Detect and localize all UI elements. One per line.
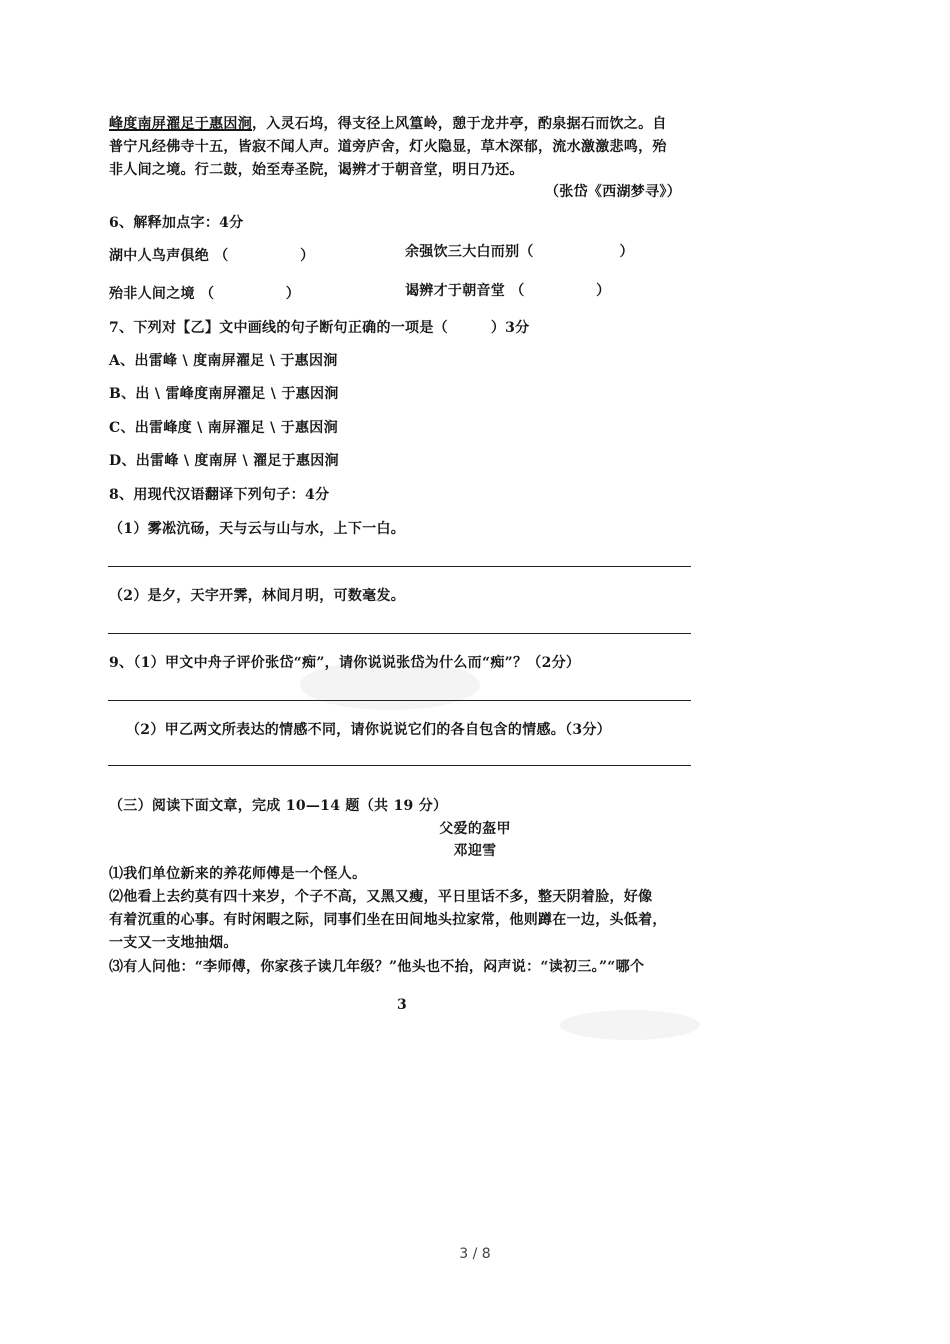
answer-line bbox=[108, 633, 691, 634]
section-3-heading: （三）阅读下面文章，完成 10—14 题（共 19 分） bbox=[109, 798, 448, 814]
q7-option-b: B、出 \ 雷峰度南屏濯足 \ 于惠因涧 bbox=[109, 386, 339, 402]
paragraph-3-line-1: ⑶有人问他：“李师傅，你家孩子读几年级？”他头也不抬，闷声说：“读初三。”“哪个 bbox=[109, 959, 645, 975]
paragraph-2-line-2: 有着沉重的心事。有时闲暇之际，同事们坐在田间地头拉家常，他则蹲在一边，头低着， bbox=[109, 912, 667, 928]
q9-part-1: 9、（1）甲文中舟子评价张岱“痴”，请你说说张岱为什么而“痴”？（2分） bbox=[109, 655, 581, 671]
q6-item: 余强饮三大白而别（ ） bbox=[405, 244, 634, 260]
passage-source: （张岱《西湖梦寻》） bbox=[545, 184, 681, 200]
paragraph-2-line-1: ⑵他看上去约莫有四十来岁，个子不高，又黑又瘦，平日里话不多，整天阴着脸，好像 bbox=[109, 889, 653, 905]
passage-line-1 bbox=[109, 115, 667, 133]
printed-page-number: 3 bbox=[397, 997, 408, 1013]
answer-line bbox=[108, 566, 691, 567]
q7-option-d: D、出雷峰 \ 度南屏 \ 濯足于惠因涧 bbox=[109, 453, 339, 469]
q6-title: 6、解释加点字：4分 bbox=[109, 215, 244, 231]
underlined-sentence: 峰度南屏濯足于惠因涧 bbox=[109, 116, 252, 132]
q7-option-a: A、出雷峰 \ 度南屏濯足 \ 于惠因涧 bbox=[109, 353, 338, 369]
q8-title: 8、用现代汉语翻译下列句子：4分 bbox=[109, 487, 330, 503]
answer-line bbox=[108, 700, 691, 701]
passage-line-1-rest: ，入灵石坞，得支径上风篁岭，憩于龙井亭，酌泉据石而饮之。自 bbox=[252, 116, 667, 132]
scan-smudge bbox=[560, 1010, 700, 1040]
page-indicator: 3 / 8 bbox=[459, 1246, 491, 1262]
passage-line-2: 普宁凡经佛寺十五，皆寂不闻人声。道旁庐舍，灯火隐显，草木深郁，流水激激悲鸣，殆 bbox=[109, 139, 667, 155]
q8-sentence-2: （2）是夕，天宇开霁，林间月明，可数毫发。 bbox=[109, 588, 406, 604]
q6-item: 殆非人间之境 （ ） bbox=[109, 286, 301, 302]
q6-item: 湖中人鸟声俱绝 （ ） bbox=[109, 248, 315, 264]
paragraph-2-line-3: 一支又一支地抽烟。 bbox=[109, 935, 238, 951]
q6-item: 谒辨才于朝音堂 （ ） bbox=[405, 283, 611, 299]
passage-line-3: 非人间之境。行二鼓，始至寿圣院，谒辨才于朝音堂，明日乃还。 bbox=[109, 162, 524, 178]
article-title: 父爱的盔甲 bbox=[439, 821, 511, 837]
q9-part-2: （2）甲乙两文所表达的情感不同，请你说说它们的各自包含的情感。（3分） bbox=[126, 722, 611, 738]
paragraph-1: ⑴我们单位新来的养花师傅是一个怪人。 bbox=[109, 866, 367, 882]
q7-title: 7、下列对【乙】文中画线的句子断句正确的一项是（ ）3分 bbox=[109, 320, 530, 336]
q7-option-c: C、出雷峰度 \ 南屏濯足 \ 于惠因涧 bbox=[109, 420, 338, 436]
q8-sentence-1: （1）雾凇沆砀，天与云与山与水，上下一白。 bbox=[109, 521, 406, 537]
answer-line bbox=[108, 765, 691, 766]
article-author: 邓迎雪 bbox=[453, 843, 497, 859]
